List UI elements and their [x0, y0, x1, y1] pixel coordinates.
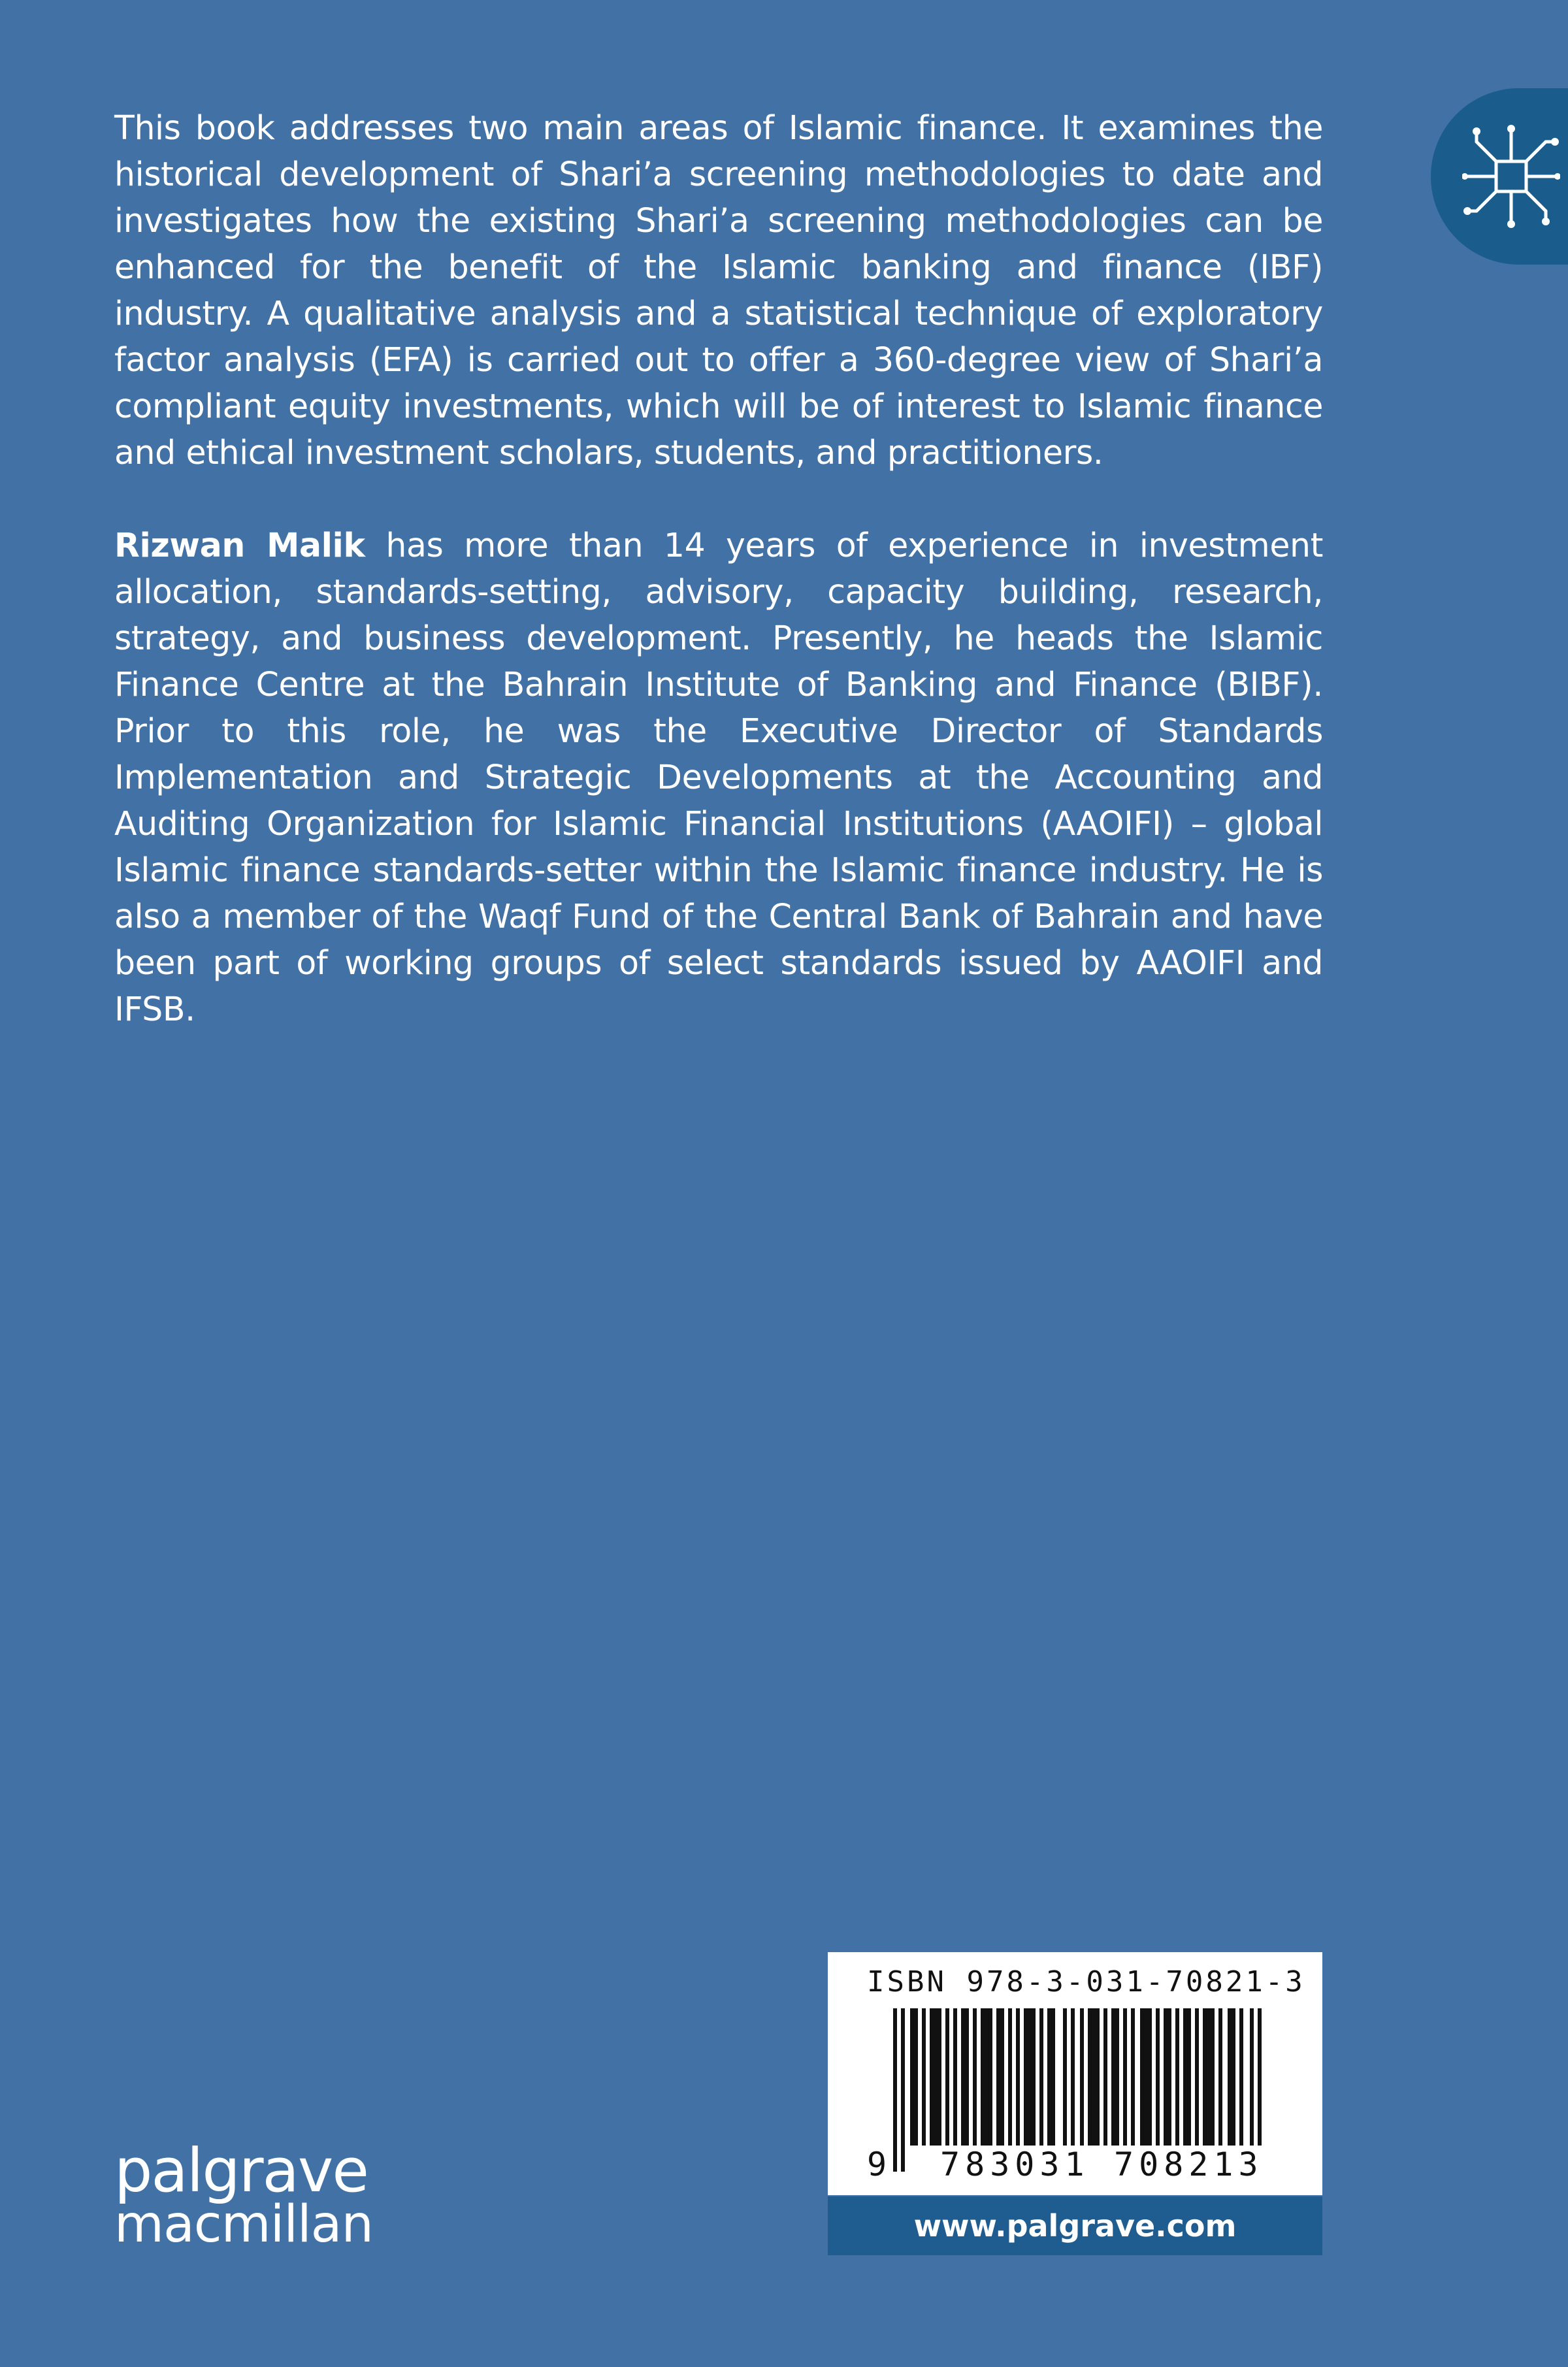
- publisher-logo-line1: palgrave: [114, 2136, 368, 2206]
- ean-right-group: 708213: [1114, 2146, 1264, 2183]
- isbn-label: ISBN 978-3-031-70821-3: [867, 1965, 1305, 1999]
- publisher-logo: [114, 2136, 373, 2254]
- author-name: Rizwan Malik: [114, 526, 365, 564]
- palgrave-network-icon: [1462, 114, 1560, 238]
- ean-digits: [867, 2146, 1298, 2185]
- back-cover-blurb: [114, 105, 1323, 1079]
- author-bio-text: has more than 14 years of experience in investment allocation, standards-setting, advisory, capacity building, research, strategy, and business development. Presently, he heads the Islamic Finance Centre at the Bahrain Institute of Banking and Finance (BIBF). Prior to this role, he was the Executive Director of Standards Implementation and Strategic Developments at the Accounting and Auditing Organization for Islamic Financial Institutions (AAOIFI) – global Islamic finance standards-setter within the Islamic finance industry. He is also a member of the Waqf Fund of the Central Bank of Bahrain and have been part of working groups of select standards issued by AAOIFI and IFSB.: [114, 526, 1323, 1028]
- author-bio: [114, 522, 1323, 1032]
- publisher-mark-tab: [1431, 88, 1568, 265]
- publisher-url-bar: [828, 2196, 1322, 2255]
- ean-left-group: 783031: [940, 2146, 1090, 2183]
- ean-first-digit: 9: [867, 2146, 887, 2183]
- publisher-url: www.palgrave.com: [913, 2208, 1237, 2244]
- publisher-logo-line2: macmillan: [114, 2195, 373, 2254]
- isbn-barcode-box: [828, 1952, 1322, 2195]
- book-description: This book addresses two main areas of Islamic finance. It examines the historical development of Shari’a screening methodologies to date and investigates how the existing Shari’a screening methodologies can be enhanced for the benefit of the Islamic banking and finance (IBF) industry. A qualitative analysis and a statistical technique of exploratory factor analysis (EFA) is carried out to offer a 360-degree view of Shari’a compliant equity investments, which will be of interest to Islamic finance and ethical investment scholars, students, and practitioners.: [114, 108, 1323, 472]
